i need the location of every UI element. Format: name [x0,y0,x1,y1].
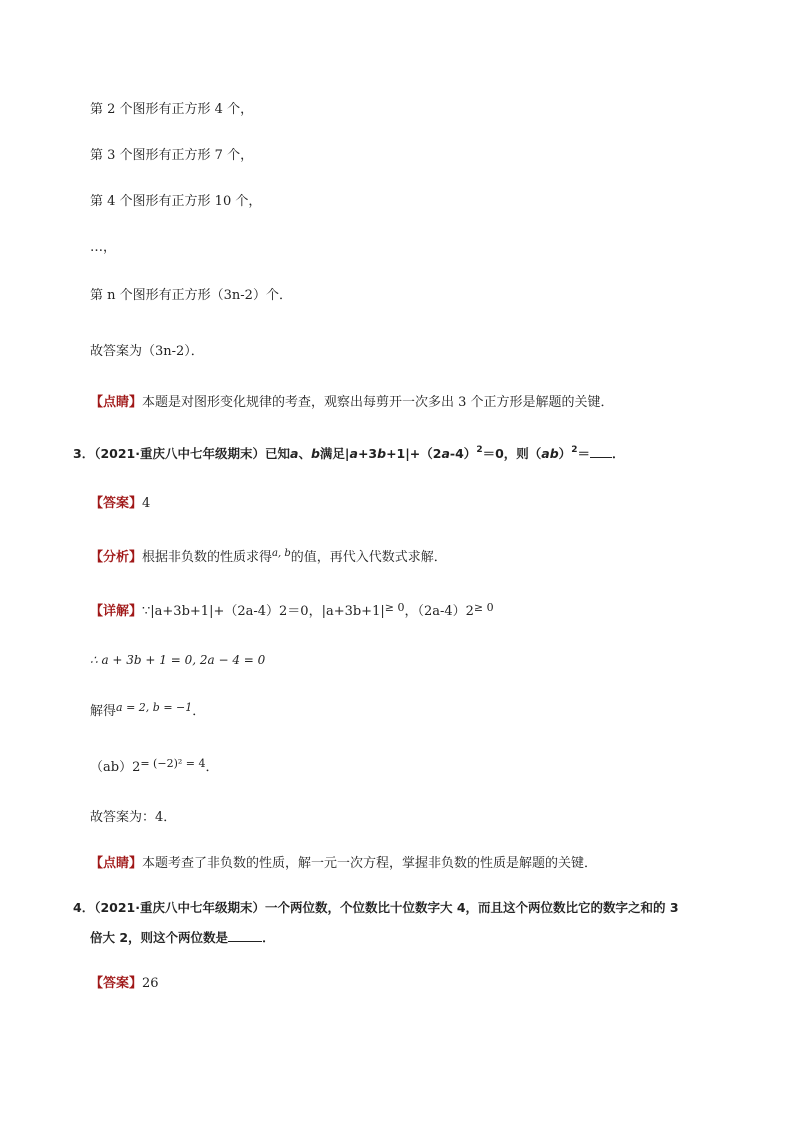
answer-tag: 【答案】 [90,976,143,991]
question-text: ． [611,446,625,461]
analysis-text: 根据非负数的性质求得 [142,550,273,565]
question-number: 4． [73,900,95,915]
solution-line: 第 3 个图形有正方形 7 个， [90,148,254,163]
answer-value: 26 [142,976,159,991]
question-3 [73,446,624,464]
question-text: ． [262,930,275,945]
question-source: （2021·重庆八中七年级期末） [94,446,265,461]
detail-line [90,601,494,620]
expr-part: +1|+（2 [386,446,442,461]
solve-math: a = 2, b = −1 [116,701,193,714]
question-4-line1 [73,900,679,916]
calc-line [90,757,219,776]
question-text: ＝0，则（ [482,446,542,461]
question-4-line2 [90,930,275,946]
calc-text: ． [205,760,219,775]
question-text: 已知 [265,446,291,461]
solution-conclusion: 故答案为（3n-2）． [90,344,204,359]
solution-line: 第 2 个图形有正方形 4 个， [90,102,254,117]
solve-text: ． [192,704,206,719]
dianjing-tag: 【点睛】 [90,395,143,410]
analysis-tag: 【分析】 [90,550,143,565]
dianjing-text: 本题考查了非负数的性质，解一元一次方程，掌握非负数的性质是解题的关键． [142,856,598,871]
question-text: （2021·重庆八中七年级期末）一个两位数，个位数比十位数字大 4，而且这个两位数比它的数字之和的 3 [94,900,679,915]
expr-part: -4） [449,446,477,461]
calc-text: （ab）2 [90,760,141,775]
analysis-vars: a, b [272,548,291,559]
expr-part: b [377,446,387,461]
solve-line [90,701,206,720]
solve-text: 解得 [90,704,117,719]
question-text: 倍大 2，则这个两位数是 [90,930,229,945]
answer-line [90,496,150,512]
var-a: a [290,446,299,461]
answer-blank [590,447,612,458]
exponent: 2 [476,445,483,455]
analysis-text: 的值，再代入代数式求解． [290,550,447,565]
expr-part: a [441,446,450,461]
answer-value: 4 [142,496,151,511]
conclusion-line: 故答案为：4． [90,810,177,825]
dianjing-tag: 【点睛】 [90,856,143,871]
question-text: 满足| [319,446,350,461]
calc-math: = (−2)² = 4 [140,757,206,770]
dianjing-note [90,395,614,411]
detail-tag: 【详解】 [90,604,143,619]
detail-text: ∵|a+3b+1|+（2a-4）2＝0，|a+3b+1| [142,604,385,619]
exponent: 2 [571,445,578,455]
analysis-line [90,550,447,567]
question-text: ） [558,446,572,461]
dianjing-note [90,856,597,872]
answer-blank [228,931,262,942]
answer-line [90,976,159,992]
detail-math: ≥ 0 [384,601,405,614]
dianjing-text: 本题是对图形变化规律的考查，观察出每剪开一次多出 3 个正方形是解题的关键． [142,395,614,410]
equation-line: ∴ a + 3b + 1 = 0, 2a − 4 = 0 [90,653,266,667]
detail-math: ≥ 0 [473,601,494,614]
answer-tag: 【答案】 [90,496,143,511]
var-b: b [310,446,320,461]
solution-line: 第 4 个图形有正方形 10 个， [90,194,262,209]
expr-part: a [349,446,358,461]
expr-ab: ab [541,446,559,461]
expr-part: +3 [357,446,378,461]
question-number: 3． [73,446,95,461]
solution-line: …， [90,240,117,255]
detail-text: ，（2a-4）2 [404,604,474,619]
solution-line: 第 n 个图形有正方形（3n-2）个． [90,288,292,303]
question-text: ＝ [577,446,590,461]
separator: 、 [298,446,311,461]
